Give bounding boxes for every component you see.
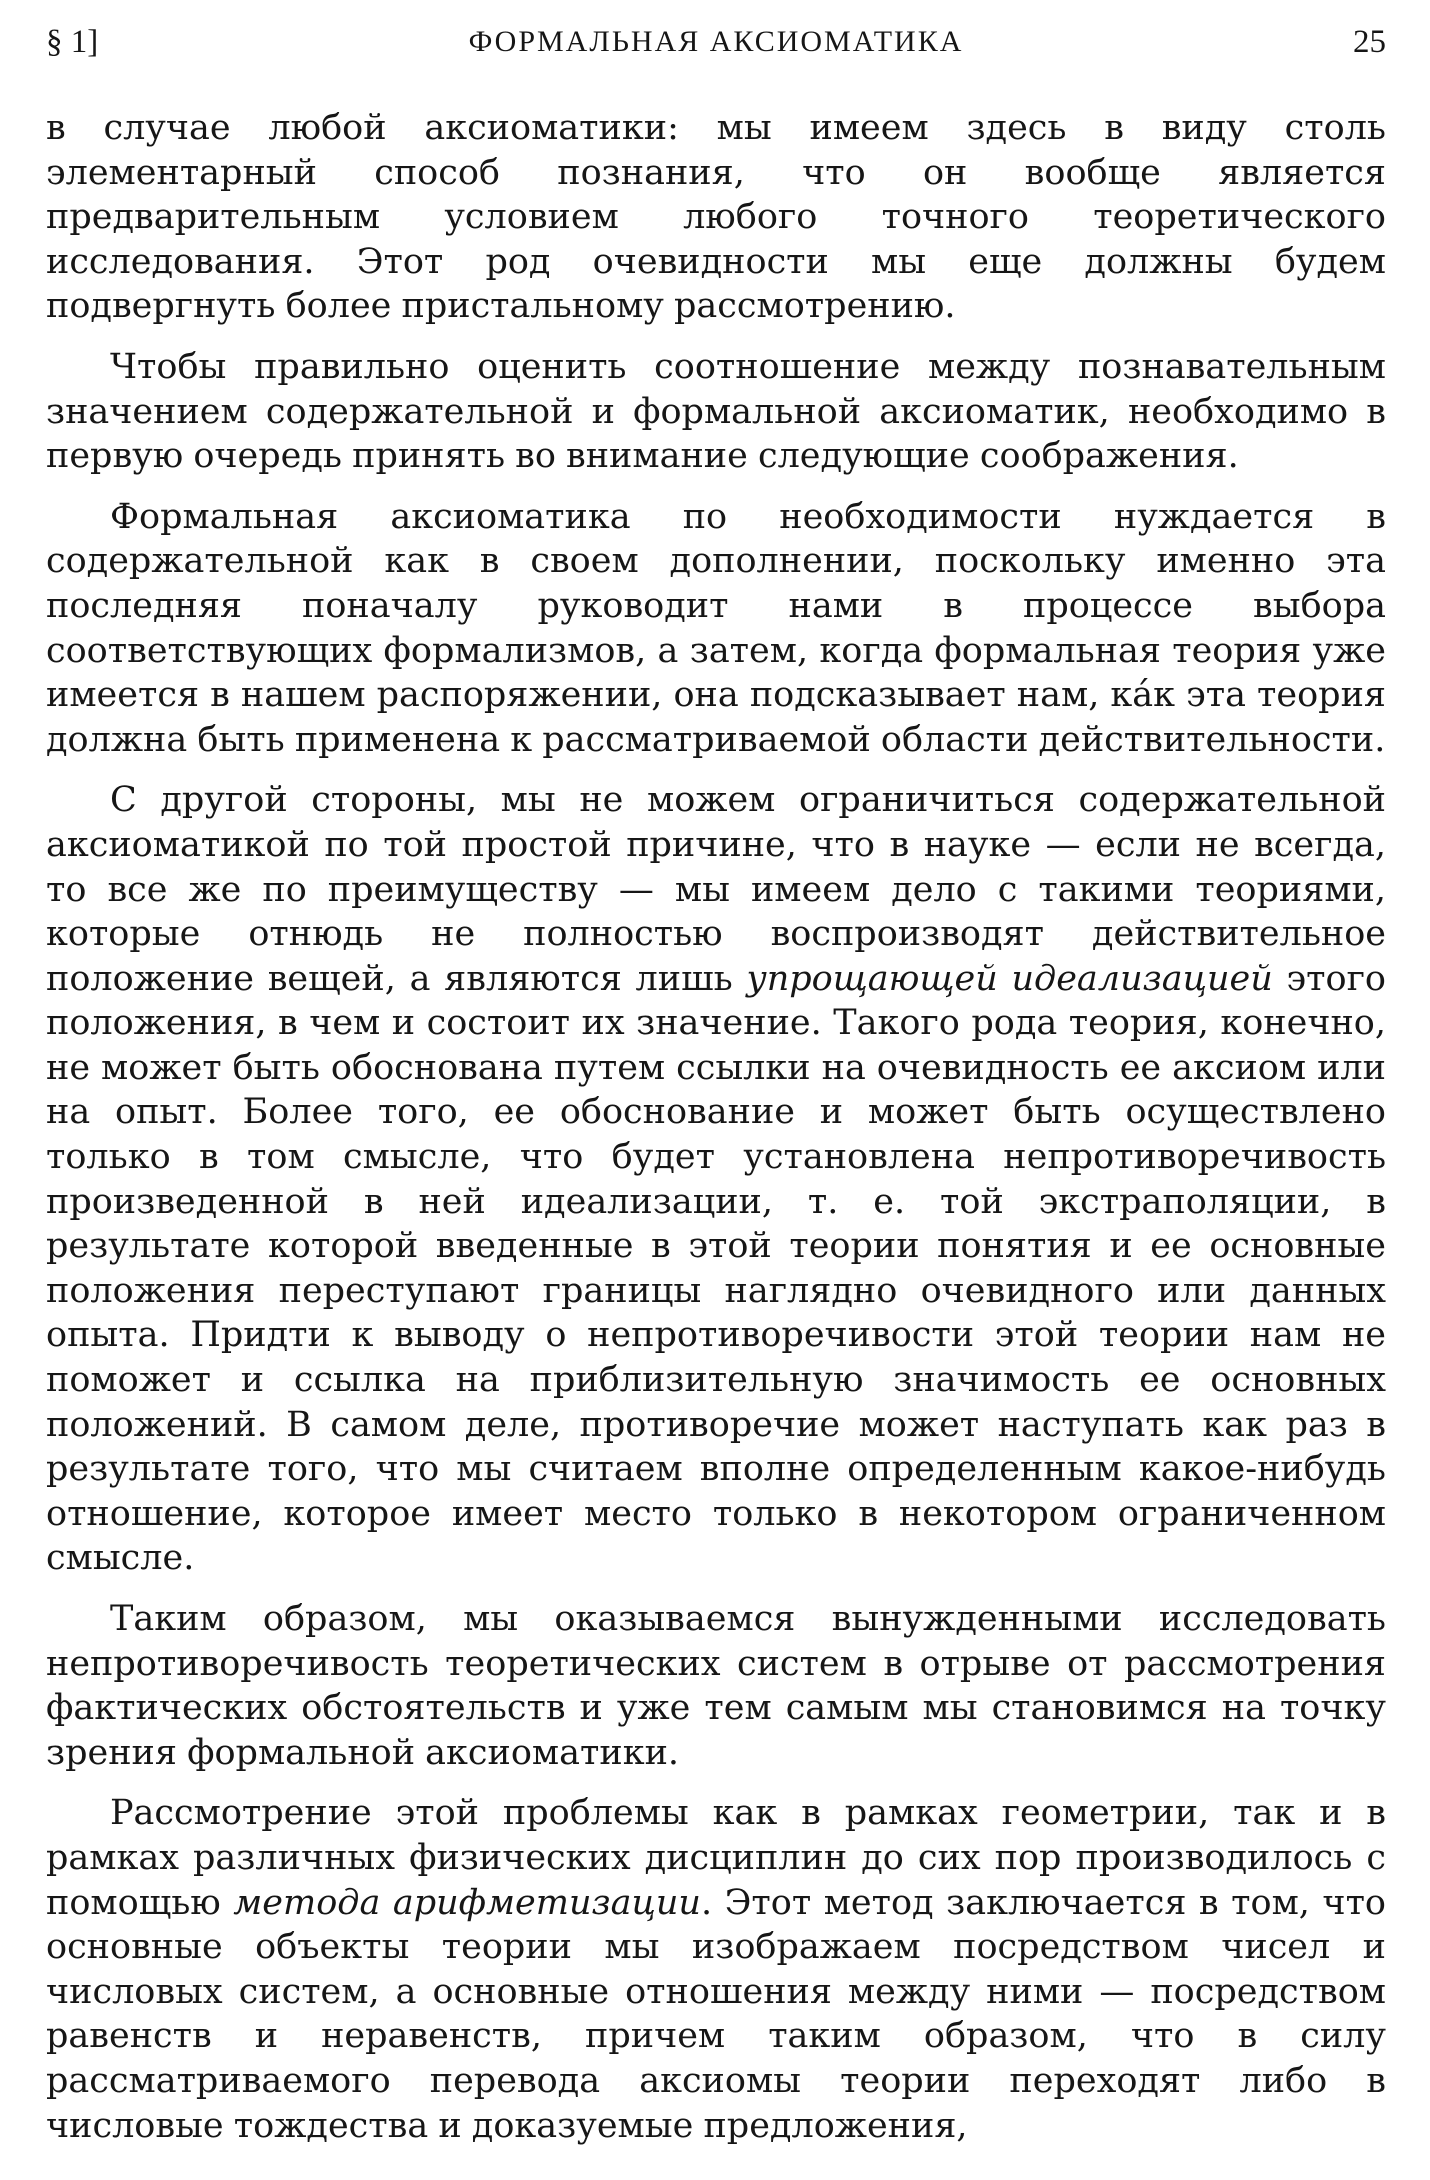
- paragraph-4-emphasis: упрощающей идеализацией: [746, 958, 1273, 999]
- running-title: ФОРМАЛЬНАЯ АКСИОМАТИКА: [468, 25, 964, 58]
- paragraph-6-part-1: Рассмотрение этой проблемы как в рамках геометрии, так и в рамках различных физических дисциплин до сих пор производилось с помощью: [46, 1793, 1386, 1923]
- book-page: [46, 18, 1386, 2168]
- section-mark: § 1]: [46, 24, 99, 60]
- paragraph-4-part-2: этого положения, в чем и состоит их значение. Такого рода теория, конечно, не может быть обоснована путем ссылки на очевидность ее аксиом или на опыт. Более того, ее обоснование и может быть осуществлено только в том смысле, что будет установлена непротиворечивость произведенной в ней идеализации, т. е. той экстраполяции, в результате которой введенные в этой теории понятия и ее основные положения переступают границы наглядно очевидного или данных опыта. Придти к выводу о непротиворечивости этой теории нам не поможет и ссылка на приблизительную значимость ее основных положений. В самом деле, противоречие может наступать как раз в результате того, что мы считаем вполне определенным какое-нибудь отношение, которое имеет место только в некотором ограниченном смысле.: [46, 958, 1386, 1579]
- page-body: [46, 106, 1386, 2148]
- paragraph-6: [46, 1791, 1386, 2148]
- paragraph-4: [46, 778, 1386, 1581]
- page-number: 25: [1353, 24, 1386, 60]
- running-header: [46, 18, 1386, 66]
- paragraph-6-part-2: . Этот метод заключается в том, что основные объекты теории мы изображаем посредством чисел и числовых систем, а основные отношения между ними — посредством равенств и неравенств, причем таким образом, что в силу рассматриваемого перевода аксиомы теории переходят либо в числовые тождества и доказуемые предложения,: [46, 1882, 1387, 2146]
- paragraph-6-emphasis: метода арифметизации: [233, 1882, 701, 1923]
- paragraph-4-part-1: С другой стороны, мы не можем ограничиться содержательной аксиоматикой по той простой причине, что в науке — если не всегда, то все же по преимуществу — мы имеем дело с такими теориями, которые отнюдь не полностью воспроизводят действительное положение вещей, а являются лишь: [46, 780, 1386, 999]
- paragraph-5: Таким образом, мы оказываемся вынужденными исследовать непротиворечивость теоретических систем в отрыве от рассмотрения фактических обстоятельств и уже тем самым мы становимся на точку зрения формальной аксиоматики.: [46, 1599, 1386, 1773]
- paragraph-3: Формальная аксиоматика по необходимости нуждается в содержательной как в своем дополнении, поскольку именно эта последняя поначалу руководит нами в процессе выбора соответствующих формализмов, а затем, когда формальная теория уже имеется в нашем распоряжении, она подсказывает нам, ка́к эта теория должна быть применена к рассматриваемой области действительности.: [46, 496, 1386, 760]
- paragraph-2: Чтобы правильно оценить соотношение между познавательным значением содержательной и формальной аксиоматик, необходимо в первую очередь принять во внимание следующие соображения.: [46, 346, 1386, 477]
- paragraph-1: в случае любой аксиоматики: мы имеем здесь в виду столь элементарный способ познания, что он вообще является предварительным условием любого точного теоретического исследования. Этот род очевидности мы еще должны будем подвергнуть более пристальному рассмотрению.: [46, 108, 1386, 327]
